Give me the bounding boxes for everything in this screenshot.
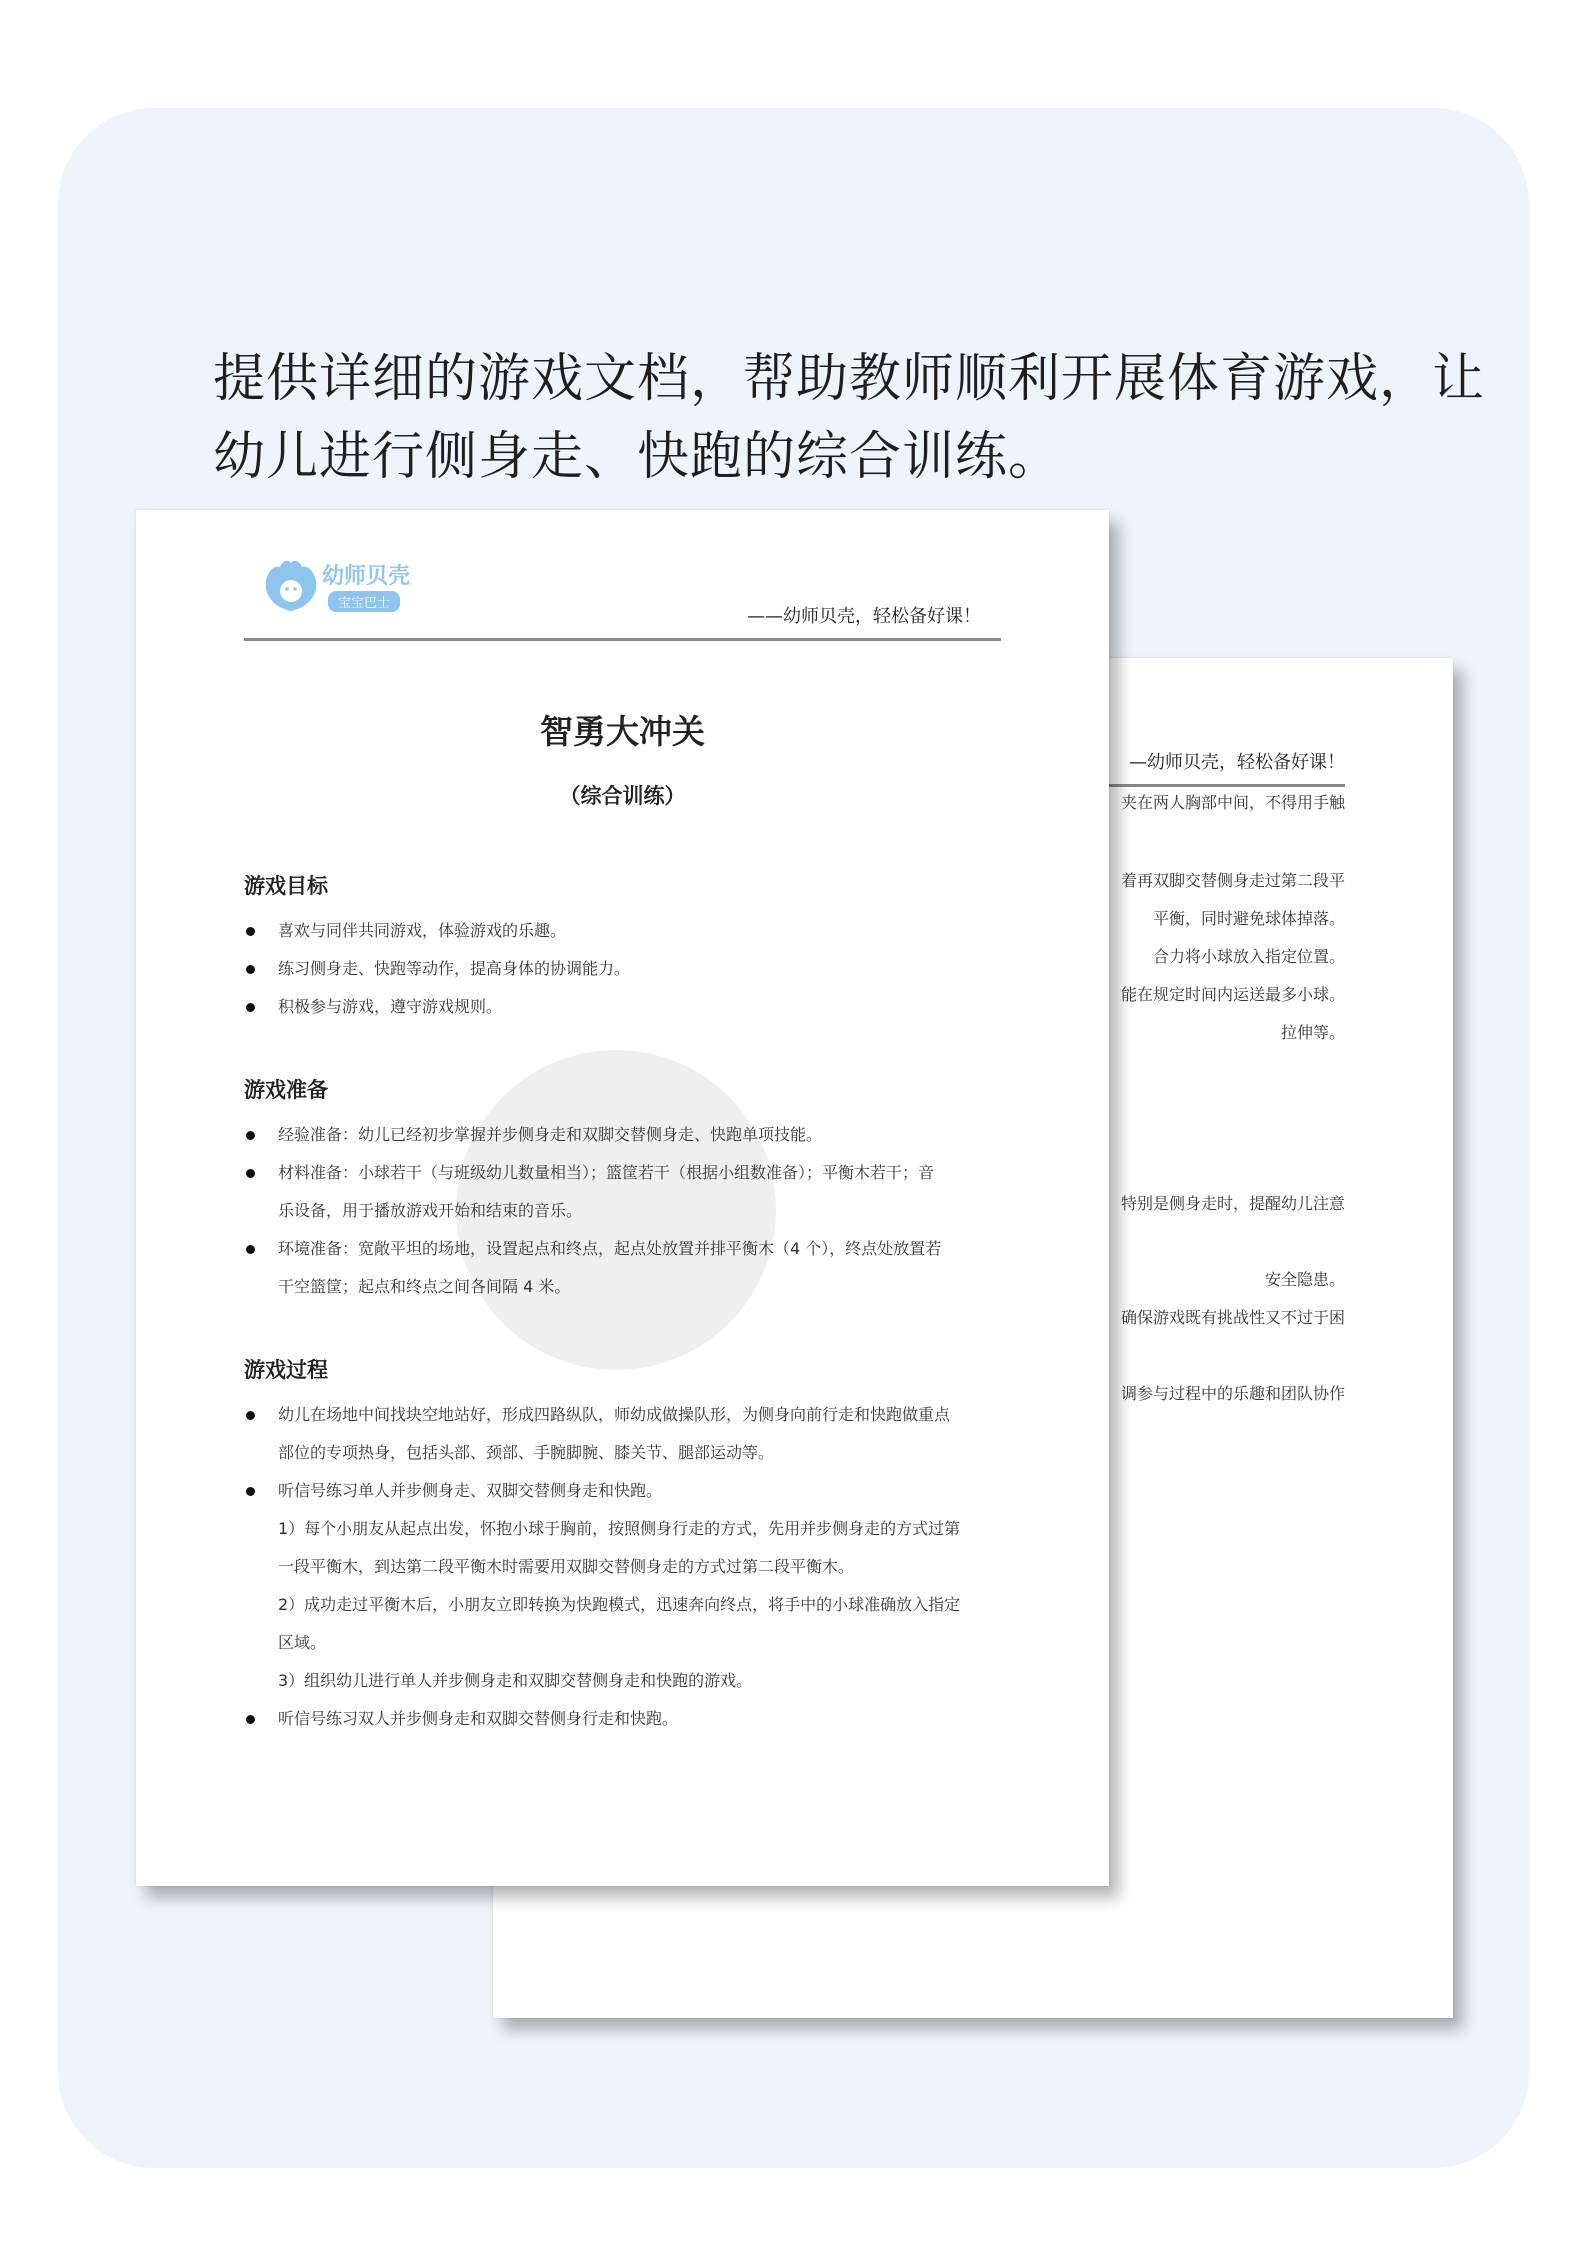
headline-line-1: 提供详细的游戏文档，帮助教师顺利开展体育游戏，让 (213, 349, 1486, 409)
prep-item: 经验准备：幼儿已经初步掌握并步侧身走和双脚交替侧身走、快跑单项技能。 (278, 1125, 823, 1144)
back-page-line: 安全隐患。 (1264, 1270, 1345, 1289)
bullet-icon (246, 1245, 255, 1254)
back-page-line: 特别是侧身走时，提醒幼儿注意 (1120, 1194, 1345, 1213)
headline-line-2: 幼儿进行侧身走、快跑的综合训练。 (213, 427, 1062, 487)
bullet-icon (246, 965, 255, 974)
header-divider (244, 638, 1001, 641)
goal-item: 喜欢与同伴共同游戏，体验游戏的乐趣。 (278, 921, 567, 940)
back-page-line: 调参与过程中的乐趣和团队协作 (1120, 1384, 1345, 1403)
section-heading-goals: 游戏目标 (244, 874, 328, 898)
process-step: 3）组织幼儿进行单人并步侧身走和双脚交替侧身走和快跑的游戏。 (278, 1671, 753, 1690)
logo (260, 555, 440, 617)
logo-sub: 宝宝巴士 (328, 591, 400, 612)
prep-item: 环境准备：宽敞平坦的场地，设置起点和终点，起点处放置并排平衡木（4 个），终点处放置若 (278, 1239, 942, 1258)
back-page-line: 平衡，同时避免球体掉落。 (1152, 909, 1345, 928)
shell-logo-icon (260, 555, 322, 617)
headline (213, 340, 1503, 496)
back-page-line: 能在规定时间内运送最多小球。 (1120, 985, 1345, 1004)
process-item: 听信号练习双人并步侧身走和双脚交替侧身行走和快跑。 (278, 1709, 679, 1728)
page-motto: ——幼师贝壳，轻松备好课！ (747, 606, 981, 627)
bullet-icon (246, 1131, 255, 1140)
back-page-line: 夹在两人胸部中间，不得用手触 (1120, 793, 1345, 812)
process-item-continued: 部位的专项热身，包括头部、颈部、手腕脚腕、膝关节、腿部运动等。 (278, 1443, 775, 1462)
back-page-line: 确保游戏既有挑战性又不过于困 (1120, 1308, 1345, 1327)
front-document-page (136, 510, 1109, 1886)
section-heading-process: 游戏过程 (244, 1358, 328, 1382)
process-step-continued: 区域。 (278, 1633, 327, 1652)
back-page-line: 合力将小球放入指定位置。 (1152, 947, 1345, 966)
bullet-icon (246, 927, 255, 936)
prep-item-continued: 干空篮筐；起点和终点之间各间隔 4 米。 (278, 1277, 571, 1296)
document-title: 智勇大冲关 (540, 712, 705, 751)
back-page-motto: —幼师贝壳，轻松备好课！ (1129, 752, 1345, 773)
logo-name: 幼师贝壳 (322, 564, 411, 589)
section-heading-prep: 游戏准备 (244, 1078, 328, 1102)
bullet-icon (246, 1487, 255, 1496)
goal-item: 练习侧身走、快跑等动作，提高身体的协调能力。 (278, 959, 631, 978)
process-step-continued: 一段平衡木，到达第二段平衡木时需要用双脚交替侧身走的方式过第二段平衡木。 (278, 1557, 855, 1576)
prep-item: 材料准备：小球若干（与班级幼儿数量相当）；篮筐若干（根据小组数准备）；平衡木若干；音 (278, 1163, 935, 1182)
back-page-line: 着再双脚交替侧身走过第二段平 (1120, 871, 1345, 890)
document-subtitle: （综合训练） (559, 784, 686, 808)
bullet-icon (246, 1169, 255, 1178)
process-step: 2）成功走过平衡木后，小朋友立即转换为快跑模式，迅速奔向终点，将手中的小球准确放入指定 (278, 1595, 961, 1614)
goal-item: 积极参与游戏，遵守游戏规则。 (278, 997, 503, 1016)
bullet-icon (246, 1411, 255, 1420)
process-item: 幼儿在场地中间找块空地站好，形成四路纵队，师幼成做操队形，为侧身向前行走和快跑做重点 (278, 1405, 951, 1424)
process-item: 听信号练习单人并步侧身走、双脚交替侧身走和快跑。 (278, 1481, 663, 1500)
bullet-icon (246, 1003, 255, 1012)
back-page-line: 拉伸等。 (1280, 1023, 1345, 1042)
prep-item-continued: 乐设备，用于播放游戏开始和结束的音乐。 (278, 1201, 583, 1220)
bullet-icon (246, 1715, 255, 1724)
process-step: 1）每个小朋友从起点出发，怀抱小球于胸前，按照侧身行走的方式，先用并步侧身走的方式过第 (278, 1519, 961, 1538)
